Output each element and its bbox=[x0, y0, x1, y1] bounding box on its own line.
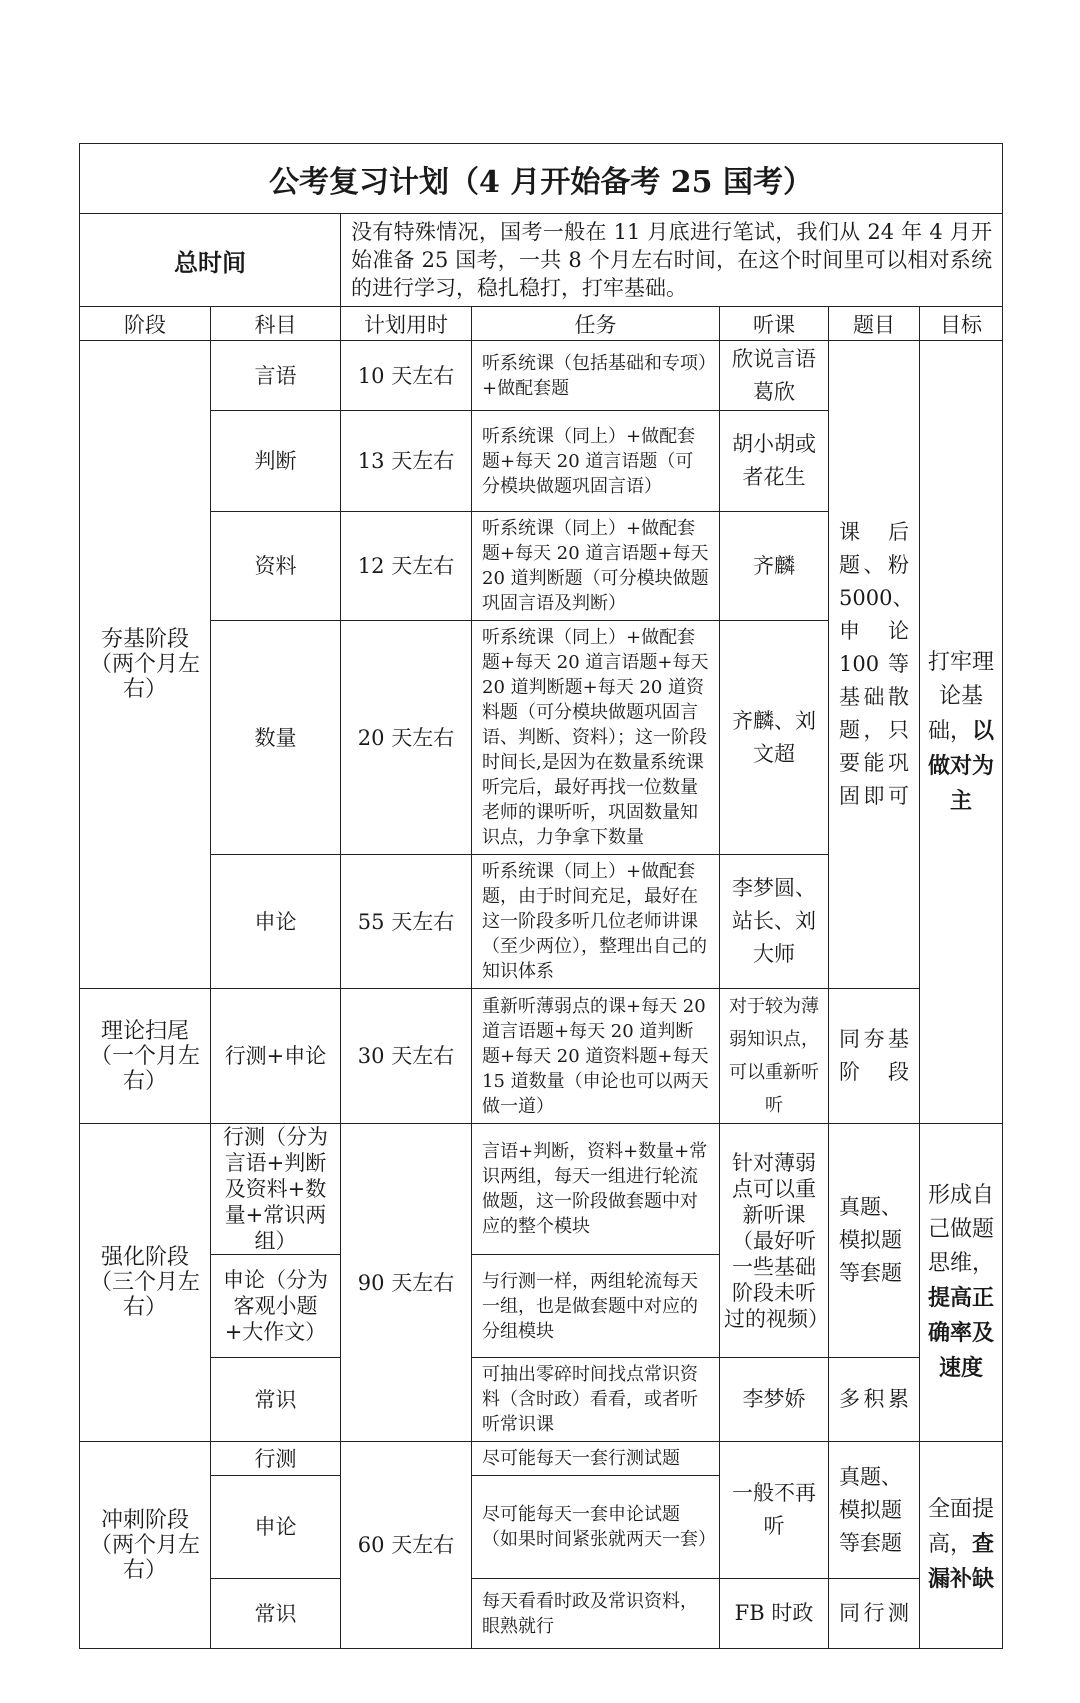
header-questions: 题目 bbox=[829, 307, 920, 341]
header-goal: 目标 bbox=[920, 307, 1003, 341]
phase-name: 夯基阶段（两个月左右） bbox=[80, 341, 211, 989]
goal-cell bbox=[920, 341, 1003, 1124]
table-row bbox=[80, 1358, 1003, 1442]
table-row bbox=[80, 1579, 1003, 1649]
time-cell: 90 天左右 bbox=[341, 1124, 472, 1442]
phase-name: 冲刺阶段（两个月左右） bbox=[80, 1442, 211, 1649]
time-cell: 13 天左右 bbox=[341, 411, 472, 512]
subject-cell: 常识 bbox=[211, 1579, 341, 1649]
task-cell: 听系统课（同上）+做配套题+每天 20 道言语题（可分模块做题巩固言语） bbox=[472, 411, 720, 512]
task-cell: 听系统课（同上）+做配套题+每天 20 道言语题+每天 20 道判断题（可分模块做题巩固言语及判断） bbox=[472, 512, 720, 621]
subject-cell: 常识 bbox=[211, 1358, 341, 1442]
total-time-text: 没有特殊情况，国考一般在 11 月底进行笔试，我们从 24 年 4 月开始准备 25 国考，一共 8 个月左右时间，在这个时间里可以相对系统的进行学习，稳扎稳打，打牢基础。 bbox=[341, 214, 1003, 307]
task-cell: 言语+判断，资料+数量+常识两组，每天一组进行轮流做题，这一阶段做套题中对应的整个模块 bbox=[472, 1124, 720, 1255]
subject-cell: 数量 bbox=[211, 621, 341, 855]
study-plan-table bbox=[79, 143, 1003, 1649]
total-time-row bbox=[80, 214, 1003, 307]
questions-cell: 多积累 bbox=[829, 1358, 920, 1442]
subject-cell: 判断 bbox=[211, 411, 341, 512]
header-task: 任务 bbox=[472, 307, 720, 341]
goal-plain: 形成自己做题思维， bbox=[928, 1183, 995, 1276]
questions-cell: 真题、模拟题等套题 bbox=[829, 1124, 920, 1358]
header-time: 计划用时 bbox=[341, 307, 472, 341]
subject-cell: 申论 bbox=[211, 855, 341, 989]
goal-cell bbox=[920, 1442, 1003, 1649]
time-cell: 30 天左右 bbox=[341, 989, 472, 1124]
header-row bbox=[80, 307, 1003, 341]
subject-cell: 行测+申论 bbox=[211, 989, 341, 1124]
header-listen: 听课 bbox=[720, 307, 829, 341]
listen-cell: 齐麟 bbox=[720, 512, 829, 621]
listen-cell: 李梦娇 bbox=[720, 1358, 829, 1442]
total-time-label: 总时间 bbox=[80, 214, 341, 307]
page-title: 公考复习计划（4 月开始备考 25 国考） bbox=[80, 144, 1003, 214]
header-subject: 科目 bbox=[211, 307, 341, 341]
title-row bbox=[80, 144, 1003, 214]
listen-cell: 李梦圆、站长、刘大师 bbox=[720, 855, 829, 989]
listen-cell: 欣说言语葛欣 bbox=[720, 341, 829, 411]
table-row bbox=[80, 989, 1003, 1124]
goal-bold: 提高正确率及速度 bbox=[928, 1285, 995, 1381]
goal-bold: 以做对为主 bbox=[928, 717, 995, 814]
listen-cell: 一般不再听 bbox=[720, 1442, 829, 1579]
phase-name: 理论扫尾（一个月左右） bbox=[80, 989, 211, 1124]
subject-cell: 资料 bbox=[211, 512, 341, 621]
task-cell: 听系统课（同上）+做配套题，由于时间充足，最好在这一阶段多听几位老师讲课（至少两位），整理出自己的知识体系 bbox=[472, 855, 720, 989]
header-phase: 阶段 bbox=[80, 307, 211, 341]
task-cell: 重新听薄弱点的课+每天 20 道言语题+每天 20 道判断题+每天 20 道资料题+每天 15 道数量（申论也可以两天做一道） bbox=[472, 989, 720, 1124]
time-cell: 12 天左右 bbox=[341, 512, 472, 621]
goal-cell bbox=[920, 1124, 1003, 1442]
listen-cell: 胡小胡或者花生 bbox=[720, 411, 829, 512]
time-cell: 20 天左右 bbox=[341, 621, 472, 855]
subject-cell: 言语 bbox=[211, 341, 341, 411]
listen-cell: 对于较为薄弱知识点，可以重新听听 bbox=[720, 989, 829, 1124]
phase-name: 强化阶段（三个月左右） bbox=[80, 1124, 211, 1442]
task-cell: 听系统课（包括基础和专项）+做配套题 bbox=[472, 341, 720, 411]
subject-cell: 行测（分为言语+判断及资料+数量+常识两组） bbox=[211, 1124, 341, 1255]
time-cell: 60 天左右 bbox=[341, 1442, 472, 1649]
task-cell: 与行测一样，两组轮流每天一组，也是做套题中对应的分组模块 bbox=[472, 1255, 720, 1358]
listen-cell: 齐麟、刘文超 bbox=[720, 621, 829, 855]
time-cell: 55 天左右 bbox=[341, 855, 472, 989]
goal-plain: 打牢理论基础， bbox=[928, 649, 995, 744]
time-cell: 10 天左右 bbox=[341, 341, 472, 411]
listen-cell: 针对薄弱点可以重新听课（最好听一些基础阶段未听过的视频） bbox=[720, 1124, 829, 1358]
table-row bbox=[80, 341, 1003, 411]
goal-plain: 全面提高， bbox=[928, 1497, 995, 1557]
subject-cell: 行测 bbox=[211, 1442, 341, 1476]
table-row bbox=[80, 1442, 1003, 1476]
subject-cell: 申论 bbox=[211, 1476, 341, 1579]
questions-cell: 课后题、粉 5000、申论 100 等基础散题，只要能巩固即可 bbox=[829, 341, 920, 989]
task-cell: 尽可能每天一套行测试题 bbox=[472, 1442, 720, 1476]
subject-cell: 申论（分为客观小题+大作文） bbox=[211, 1255, 341, 1358]
task-cell: 尽可能每天一套申论试题（如果时间紧张就两天一套） bbox=[472, 1476, 720, 1579]
listen-cell: FB 时政 bbox=[720, 1579, 829, 1649]
goal-bold: 查漏补缺 bbox=[928, 1531, 995, 1592]
questions-cell: 真题、模拟题等套题 bbox=[829, 1442, 920, 1579]
questions-cell: 同行测 bbox=[829, 1579, 920, 1649]
table-row bbox=[80, 1124, 1003, 1255]
task-cell: 听系统课（同上）+做配套题+每天 20 道言语题+每天 20 道判断题+每天 20 道资料题（可分模块做题巩固言语、判断、资料）；这一阶段时间长,是因为在数量系统课听完后，最好再找一位数量老师的课听听，巩固数量知识点，力争拿下数量 bbox=[472, 621, 720, 855]
task-cell: 可抽出零碎时间找点常识资料（含时政）看看，或者听听常识课 bbox=[472, 1358, 720, 1442]
questions-cell: 同夯基阶段 bbox=[829, 989, 920, 1124]
task-cell: 每天看看时政及常识资料，眼熟就行 bbox=[472, 1579, 720, 1649]
